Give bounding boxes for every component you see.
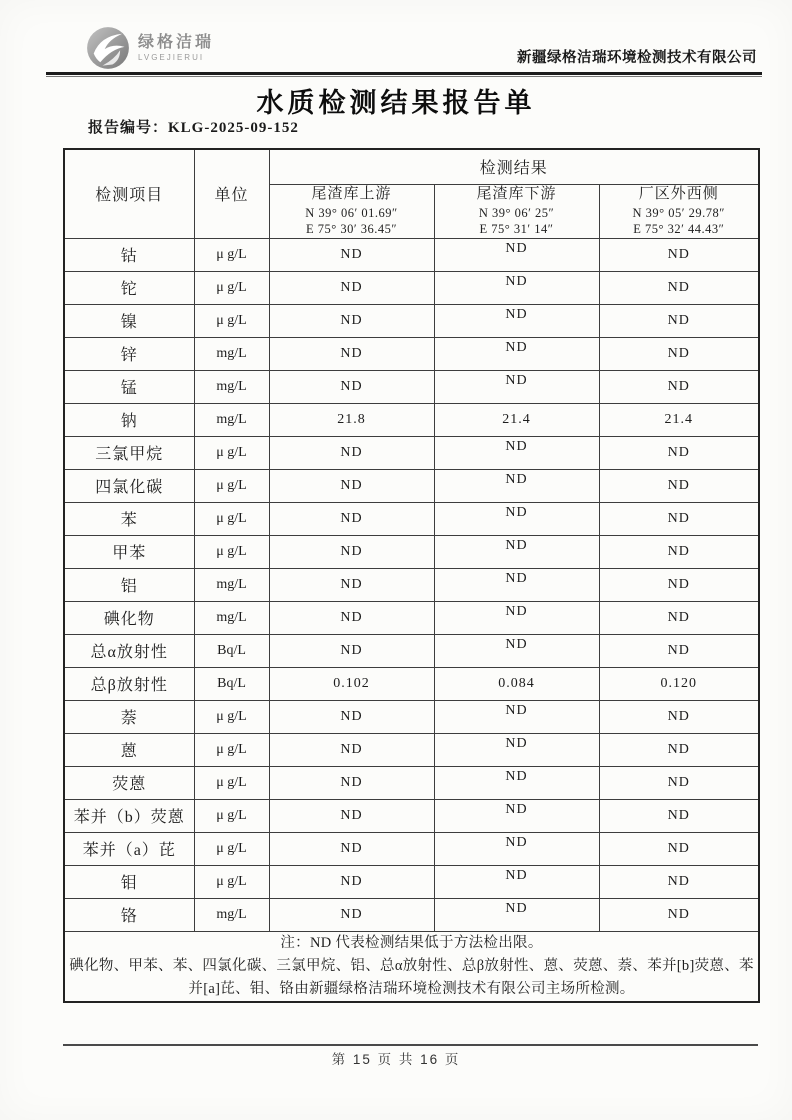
unit-cell: mg/L — [194, 898, 269, 931]
value-cell: 0.084 — [434, 667, 599, 700]
item-cell: 铊 — [64, 271, 194, 304]
item-cell: 四氯化碳 — [64, 469, 194, 502]
item-cell: 苯并（b）荧蒽 — [64, 799, 194, 832]
value-cell: ND — [599, 733, 759, 766]
table-row — [64, 799, 759, 832]
logo-swirl-icon — [86, 26, 130, 70]
table-row — [64, 436, 759, 469]
value-cell: ND — [434, 865, 599, 898]
value-cell: ND — [434, 733, 599, 766]
value-cell: ND — [434, 469, 599, 502]
value-cell: ND — [599, 436, 759, 469]
table-row — [64, 733, 759, 766]
table-row — [64, 337, 759, 370]
item-cell: 锌 — [64, 337, 194, 370]
value-cell: ND — [599, 601, 759, 634]
item-cell: 苯 — [64, 502, 194, 535]
item-cell: 荧蒽 — [64, 766, 194, 799]
unit-cell: Bq/L — [194, 634, 269, 667]
item-cell: 钴 — [64, 238, 194, 271]
value-cell: ND — [434, 238, 599, 271]
item-cell: 蒽 — [64, 733, 194, 766]
value-cell: ND — [434, 304, 599, 337]
location-name: 尾渣库上游 — [311, 186, 392, 202]
column-header-results: 检测结果 — [269, 149, 759, 184]
location-latitude: N 39° 05′ 29.78″ — [632, 205, 725, 220]
value-cell: ND — [434, 601, 599, 634]
value-cell: ND — [269, 535, 434, 568]
table-row — [64, 238, 759, 271]
item-cell: 钠 — [64, 403, 194, 436]
value-cell: ND — [434, 568, 599, 601]
brand-name-cn: 绿格洁瑞 — [138, 33, 215, 51]
item-cell: 甲苯 — [64, 535, 194, 568]
value-cell: 21.8 — [269, 403, 434, 436]
item-cell: 铬 — [64, 898, 194, 931]
value-cell: ND — [599, 502, 759, 535]
location-header-cell — [269, 184, 434, 238]
item-cell: 镍 — [64, 304, 194, 337]
unit-cell: μ g/L — [194, 304, 269, 337]
unit-cell: Bq/L — [194, 667, 269, 700]
unit-cell: μ g/L — [194, 271, 269, 304]
value-cell: ND — [599, 238, 759, 271]
table-row — [64, 535, 759, 568]
results-table — [63, 148, 760, 1003]
item-cell: 苯并（a）芘 — [64, 832, 194, 865]
location-longitude: E 75° 30′ 36.45″ — [305, 221, 398, 236]
value-cell: ND — [269, 337, 434, 370]
unit-cell: μ g/L — [194, 700, 269, 733]
value-cell: ND — [599, 766, 759, 799]
unit-cell: mg/L — [194, 337, 269, 370]
value-cell: 0.102 — [269, 667, 434, 700]
value-cell: ND — [434, 271, 599, 304]
value-cell: ND — [599, 700, 759, 733]
column-header-unit: 单位 — [194, 149, 269, 238]
location-longitude: E 75° 31′ 14″ — [479, 221, 554, 236]
table-row — [64, 370, 759, 403]
table-row — [64, 304, 759, 337]
unit-cell: μ g/L — [194, 799, 269, 832]
value-cell: ND — [599, 337, 759, 370]
value-cell: ND — [599, 568, 759, 601]
value-cell: ND — [269, 238, 434, 271]
value-cell: 21.4 — [434, 403, 599, 436]
table-row — [64, 403, 759, 436]
item-cell: 锰 — [64, 370, 194, 403]
unit-cell: mg/L — [194, 568, 269, 601]
value-cell: ND — [269, 271, 434, 304]
value-cell: ND — [599, 271, 759, 304]
value-cell: ND — [434, 634, 599, 667]
company-name: 新疆绿格洁瑞环境检测技术有限公司 — [517, 50, 757, 66]
value-cell: ND — [599, 799, 759, 832]
item-cell: 碘化物 — [64, 601, 194, 634]
location-name: 厂区外西侧 — [638, 186, 719, 202]
unit-cell: μ g/L — [194, 502, 269, 535]
value-cell: ND — [599, 832, 759, 865]
location-longitude: E 75° 32′ 44.43″ — [633, 221, 725, 236]
table-row — [64, 469, 759, 502]
value-cell: ND — [269, 436, 434, 469]
value-cell: ND — [434, 535, 599, 568]
location-header-cell — [434, 184, 599, 238]
value-cell: ND — [599, 370, 759, 403]
unit-cell: μ g/L — [194, 238, 269, 271]
value-cell: ND — [269, 370, 434, 403]
unit-cell: μ g/L — [194, 469, 269, 502]
table-row — [64, 700, 759, 733]
value-cell: ND — [269, 568, 434, 601]
value-cell: ND — [269, 799, 434, 832]
value-cell: ND — [269, 898, 434, 931]
unit-cell: μ g/L — [194, 535, 269, 568]
value-cell: ND — [269, 634, 434, 667]
value-cell: ND — [434, 436, 599, 469]
brand-name-en: LVGEJIERUI — [138, 52, 205, 62]
value-cell: ND — [599, 469, 759, 502]
location-header-cell — [599, 184, 759, 238]
location-name: 尾渣库下游 — [476, 186, 557, 202]
item-cell: 萘 — [64, 700, 194, 733]
value-cell: ND — [434, 502, 599, 535]
table-row — [64, 832, 759, 865]
item-cell: 三氯甲烷 — [64, 436, 194, 469]
value-cell: ND — [434, 337, 599, 370]
brand-text — [138, 35, 214, 62]
company-logo — [86, 26, 214, 70]
value-cell: ND — [269, 502, 434, 535]
value-cell: 21.4 — [599, 403, 759, 436]
value-cell: ND — [599, 535, 759, 568]
table-row — [64, 502, 759, 535]
value-cell: ND — [269, 304, 434, 337]
value-cell: ND — [599, 865, 759, 898]
value-cell: ND — [269, 832, 434, 865]
footer-divider — [63, 1044, 758, 1046]
unit-cell: mg/L — [194, 601, 269, 634]
value-cell: 0.120 — [599, 667, 759, 700]
value-cell: ND — [599, 634, 759, 667]
item-cell: 总β放射性 — [64, 667, 194, 700]
column-header-item: 检测项目 — [64, 149, 194, 238]
report-number: 报告编号：KLG-2025-09-152 — [88, 120, 299, 136]
value-cell: ND — [599, 304, 759, 337]
note-line: 注：ND 代表检测结果低于方法检出限。 — [280, 934, 543, 951]
value-cell: ND — [269, 865, 434, 898]
item-cell: 铝 — [64, 568, 194, 601]
table-row — [64, 634, 759, 667]
value-cell: ND — [269, 601, 434, 634]
header-divider — [46, 72, 762, 75]
unit-cell: μ g/L — [194, 733, 269, 766]
value-cell: ND — [434, 370, 599, 403]
notes-section — [64, 931, 759, 1002]
unit-cell: mg/L — [194, 370, 269, 403]
value-cell: ND — [434, 766, 599, 799]
value-cell: ND — [269, 700, 434, 733]
table-row — [64, 865, 759, 898]
value-cell: ND — [599, 898, 759, 931]
value-cell: ND — [269, 766, 434, 799]
table-row — [64, 667, 759, 700]
unit-cell: μ g/L — [194, 766, 269, 799]
value-cell: ND — [434, 898, 599, 931]
note-line: 碘化物、甲苯、苯、四氯化碳、三氯甲烷、铝、总α放射性、总β放射性、蒽、荧蒽、萘、苯并[b]荧蒽、苯并[a]芘、钼、铬由新疆绿格洁瑞环境检测技术有限公司主场所检测。 — [69, 957, 754, 997]
unit-cell: μ g/L — [194, 865, 269, 898]
value-cell: ND — [434, 700, 599, 733]
location-latitude: N 39° 06′ 01.69″ — [305, 205, 398, 220]
table-row — [64, 568, 759, 601]
location-latitude: N 39° 06′ 25″ — [478, 205, 555, 220]
value-cell: ND — [269, 733, 434, 766]
table-row — [64, 601, 759, 634]
page-number: 第 15 页 共 16 页 — [331, 1052, 461, 1067]
page-title: 水质检测结果报告单 — [256, 88, 536, 118]
table-row — [64, 766, 759, 799]
item-cell: 钼 — [64, 865, 194, 898]
value-cell: ND — [434, 832, 599, 865]
value-cell: ND — [434, 799, 599, 832]
table-row — [64, 898, 759, 931]
value-cell: ND — [269, 469, 434, 502]
unit-cell: μ g/L — [194, 832, 269, 865]
item-cell: 总α放射性 — [64, 634, 194, 667]
unit-cell: μ g/L — [194, 436, 269, 469]
unit-cell: mg/L — [194, 403, 269, 436]
table-row — [64, 271, 759, 304]
